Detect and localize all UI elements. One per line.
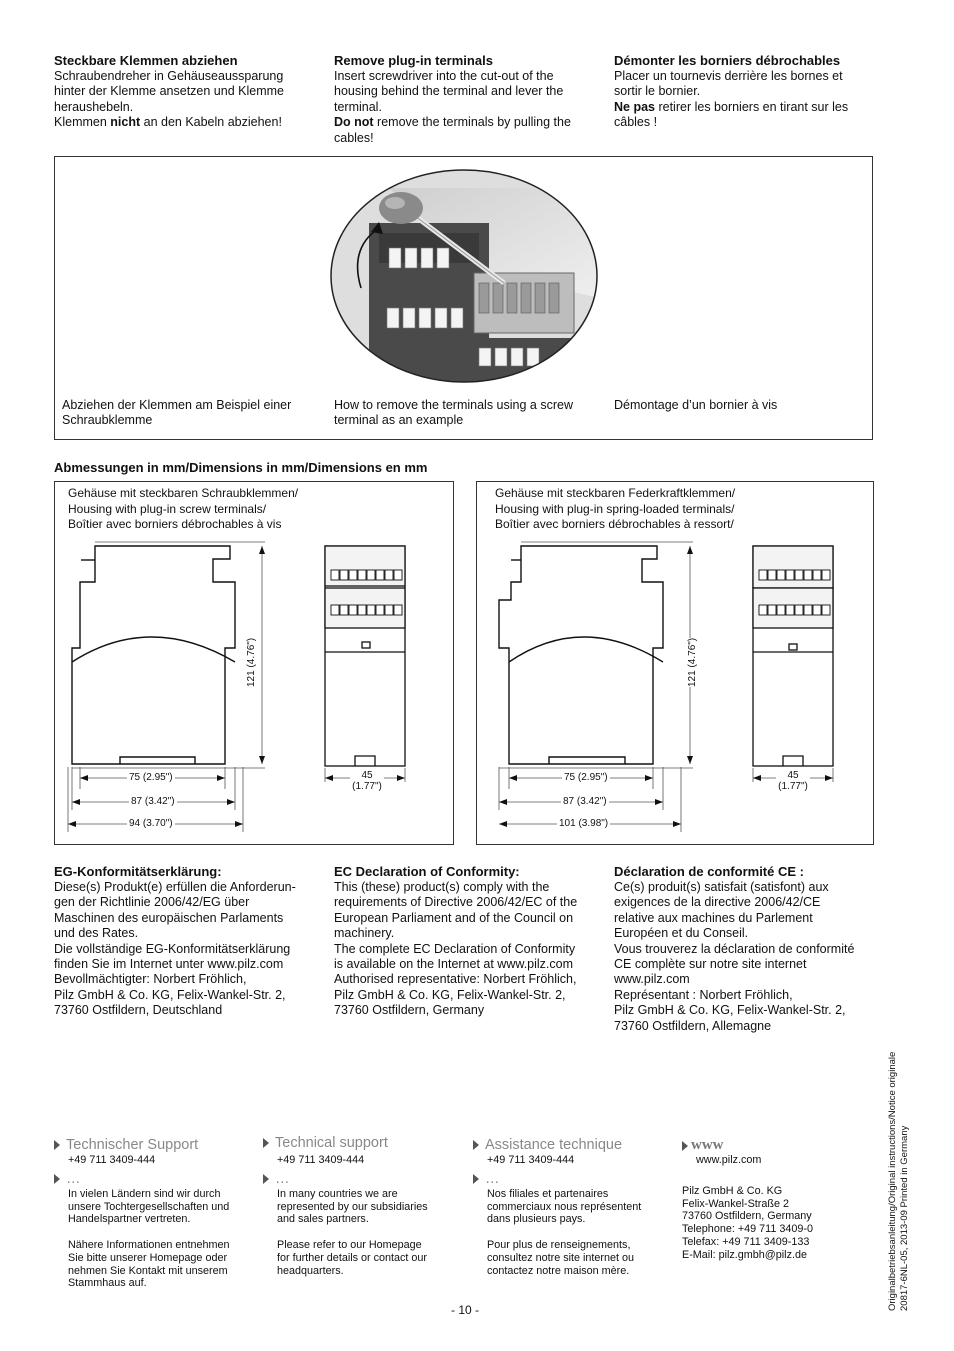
text-line: Vous trouverez la déclaration de conformité — [614, 941, 855, 956]
text-line: und des Rates. — [54, 926, 139, 941]
dim-caption: Gehäuse mit steckbaren Federkraftklemmen/ — [495, 486, 736, 500]
text-line: European Parliament and of the Council on — [334, 910, 574, 925]
triangle-bullet-icon — [263, 1138, 269, 1148]
figure-caption-en: How to remove the terminals using a screw — [334, 398, 573, 412]
text-line: and sales partners. — [277, 1213, 369, 1226]
dim-width-87: 87 (3.42") — [131, 796, 175, 807]
support-phone: +49 711 3409-444 — [487, 1154, 575, 1166]
text-line: The complete EC Declaration of Conformity — [334, 941, 576, 956]
text-line: hinter der Klemme ansetzen und Klemme — [54, 84, 284, 99]
address-line: Telefax: +49 711 3409-133 — [682, 1235, 810, 1248]
text-line: requirements of Directive 2006/42/EC of the — [334, 895, 578, 910]
section-title: Remove plug-in terminals — [334, 53, 493, 68]
address-line: 73760 Ostfildern, Germany — [682, 1210, 812, 1223]
bold-text: Do not — [334, 115, 374, 130]
dimensions-heading: Abmessungen in mm/Dimensions in mm/Dimensions en mm — [54, 460, 428, 475]
text-line: dans plusieurs pays. — [487, 1213, 586, 1226]
text-line: Diese(s) Produkt(e) erfüllen die Anforderun- — [54, 880, 296, 894]
text-line: finden Sie im Internet unter www.pilz.com — [54, 957, 284, 972]
text-line: Maschinen des europäischen Parlaments — [54, 910, 284, 925]
text-line: cables! — [334, 130, 374, 145]
text-line: commerciaux nous représentent — [487, 1200, 642, 1213]
text-line: terminal. — [334, 99, 382, 114]
page-number: - 10 - — [450, 1303, 479, 1317]
spacer — [68, 1226, 254, 1239]
text-run: remove the terminals by pulling the — [373, 115, 571, 130]
text-line: Pilz GmbH & Co. KG, Felix-Wankel-Str. 2, — [54, 987, 286, 1002]
text-line: machinery. — [334, 926, 395, 941]
text-line: Nos filiales et partenaires — [487, 1187, 609, 1200]
text-line: Schraubendreher in Gehäuseaussparung — [54, 69, 284, 83]
support-title: Technischer Support — [66, 1137, 199, 1153]
conformity-de — [54, 864, 319, 1019]
text-line: Handelspartner vertreten. — [68, 1213, 191, 1226]
text-line: Pilz GmbH & Co. KG, Felix-Wankel-Str. 2, — [614, 1003, 846, 1018]
dim-width-101: 101 (3.98") — [559, 818, 609, 829]
support-www — [682, 1136, 872, 1262]
text-line: www.pilz.com — [614, 972, 690, 987]
address-line: E-Mail: pilz.gmbh@pilz.de — [682, 1248, 807, 1261]
support-en — [263, 1134, 463, 1277]
www-title: www — [691, 1137, 724, 1153]
dim-width-45-inch: (1.77") — [352, 781, 382, 792]
more-ellipsis: … — [485, 1170, 500, 1187]
text-line: 73760 Ostfildern, Deutschland — [54, 1003, 223, 1018]
spacer — [487, 1226, 673, 1239]
dim-width-45: 45 — [776, 770, 810, 781]
triangle-bullet-icon — [682, 1141, 688, 1151]
dim-height: 121 (4.76") — [687, 637, 698, 687]
text-run: retirer les borniers en tirant sur les — [655, 99, 849, 114]
support-title: Technical support — [275, 1135, 388, 1151]
dim-width-45-inch: (1.77") — [778, 781, 808, 792]
dim-caption: Boîtier avec borniers débrochables à vis — [68, 517, 282, 531]
text-line: CE complète sur notre site internet — [614, 957, 807, 972]
support-title: Assistance technique — [485, 1137, 623, 1153]
dimensions-screw-terminals — [54, 481, 454, 845]
address-line: Pilz GmbH & Co. KG — [682, 1184, 783, 1197]
figure-caption-de: Schraubklemme — [62, 413, 153, 428]
remove-terminals-de — [54, 53, 319, 131]
dim-height: 121 (4.76") — [246, 637, 257, 687]
support-phone: +49 711 3409-444 — [277, 1154, 365, 1166]
text-line: 73760 Ostfildern, Allemagne — [614, 1018, 772, 1033]
remove-terminals-fr — [614, 53, 884, 131]
dim-width-75: 75 (2.95") — [129, 772, 173, 783]
dim-width-94: 94 (3.70") — [129, 818, 173, 829]
text-line: for further details or contact our — [277, 1251, 428, 1264]
text-line: Pour plus de renseignements, — [487, 1238, 631, 1251]
bold-text: nicht — [110, 115, 141, 130]
dim-caption: Gehäuse mit steckbaren Schraubklemmen/ — [68, 486, 299, 500]
section-title: EG-Konformitätserklärung: — [54, 864, 222, 879]
triangle-bullet-icon — [473, 1174, 479, 1184]
text-line: Représentant : Norbert Fröhlich, — [614, 987, 793, 1002]
section-title: Démonter les borniers débrochables — [614, 53, 841, 68]
support-de — [54, 1136, 254, 1290]
more-ellipsis: … — [66, 1170, 81, 1187]
dimension-drawing — [477, 482, 873, 844]
dim-caption: Housing with plug-in screw terminals/ — [68, 501, 267, 516]
text-run: an den Kabeln abziehen! — [140, 115, 282, 130]
website-link[interactable]: www.pilz.com — [696, 1154, 762, 1166]
text-line: câbles ! — [614, 115, 658, 130]
terminal-removal-illustration — [329, 168, 599, 398]
text-line: In vielen Ländern sind wir durch — [68, 1187, 221, 1200]
text-line: Pilz GmbH & Co. KG, Felix-Wankel-Str. 2, — [334, 987, 566, 1002]
dim-caption: Housing with plug-in spring-loaded terminals/ — [495, 501, 735, 516]
triangle-bullet-icon — [263, 1174, 269, 1184]
text-line: Die vollständige EG-Konformitätserklärung — [54, 941, 291, 956]
dim-caption: Boîtier avec borniers débrochables à ressort/ — [495, 517, 734, 531]
text-line: In many countries we are — [277, 1187, 398, 1200]
dim-width-45: 45 — [350, 770, 384, 781]
support-phone: +49 711 3409-444 — [68, 1154, 156, 1166]
text-line: gen der Richtlinie 2006/42/EG über — [54, 895, 250, 910]
text-line: relative aux machines du Parlement — [614, 910, 813, 925]
text-line: represented by our subsidiaries — [277, 1200, 428, 1213]
text-line: unsere Tochtergesellschaften und — [68, 1200, 230, 1213]
text-line: is available on the Internet at www.pilz.com — [334, 957, 574, 972]
figure-caption-en: terminal as an example — [334, 413, 464, 428]
text-line: Please refer to our Homepage — [277, 1238, 422, 1251]
side-note — [887, 1052, 911, 1311]
text-line: Insert screwdriver into the cut-out of the — [334, 69, 554, 83]
text-line: Sie bitte unserer Homepage oder — [68, 1251, 228, 1264]
triangle-bullet-icon — [54, 1140, 60, 1150]
text-line: This (these) product(s) comply with the — [334, 880, 550, 894]
address-line: Telephone: +49 711 3409-0 — [682, 1223, 813, 1236]
text-line: Authorised representative: Norbert Fröhlich, — [334, 972, 577, 987]
conformity-en — [334, 864, 604, 1019]
side-note-line: Originalbetriebsanleitung/Original instructions/Notice originale — [887, 1051, 898, 1311]
figure-caption-de: Abziehen der Klemmen am Beispiel einer — [62, 398, 292, 412]
text-line: Bevollmächtigter: Norbert Fröhlich, — [54, 972, 247, 987]
bold-text: Ne pas — [614, 99, 655, 114]
spacer — [277, 1226, 463, 1239]
remove-terminals-en — [334, 53, 599, 146]
text-line: sortir le bornier. — [614, 84, 701, 99]
support-fr — [473, 1136, 673, 1277]
text-line: Stammhaus auf. — [68, 1277, 147, 1290]
dimensions-spring-terminals — [476, 481, 874, 845]
text-line: contactez notre maison mère. — [487, 1264, 630, 1277]
dim-width-87: 87 (3.42") — [563, 796, 607, 807]
more-ellipsis: … — [275, 1170, 290, 1187]
text-line: Européen et du Conseil. — [614, 926, 749, 941]
dim-width-75: 75 (2.95") — [564, 772, 608, 783]
text-run: Klemmen — [54, 115, 111, 130]
triangle-bullet-icon — [54, 1174, 60, 1184]
section-title: Steckbare Klemmen abziehen — [54, 53, 238, 68]
triangle-bullet-icon — [473, 1140, 479, 1150]
text-line: nehmen Sie Kontakt mit unserem — [68, 1264, 228, 1277]
text-line: consultez notre site internet ou — [487, 1251, 635, 1264]
text-line: heraushebeln. — [54, 99, 134, 114]
conformity-fr — [614, 864, 884, 1034]
text-line: exigences de la directive 2006/42/CE — [614, 895, 821, 910]
section-title: Déclaration de conformité CE : — [614, 864, 804, 879]
text-line: 73760 Ostfildern, Germany — [334, 1003, 485, 1018]
figure-caption-fr: Démontage d’un bornier à vis — [614, 398, 778, 412]
text-line: Placer un tournevis derrière les bornes et — [614, 69, 843, 83]
side-note-line: 20817-6NL-05, 2013-09 Printed in Germany — [899, 1125, 910, 1311]
text-line: Ce(s) produit(s) satisfait (satisfont) aux — [614, 880, 829, 894]
section-title: EC Declaration of Conformity: — [334, 864, 520, 879]
text-line: headquarters. — [277, 1264, 344, 1277]
text-line: housing behind the terminal and lever the — [334, 84, 564, 99]
terminal-removal-figure — [54, 156, 873, 440]
text-line: Nähere Informationen entnehmen — [68, 1238, 230, 1251]
address-line: Felix-Wankel-Straße 2 — [682, 1197, 789, 1210]
